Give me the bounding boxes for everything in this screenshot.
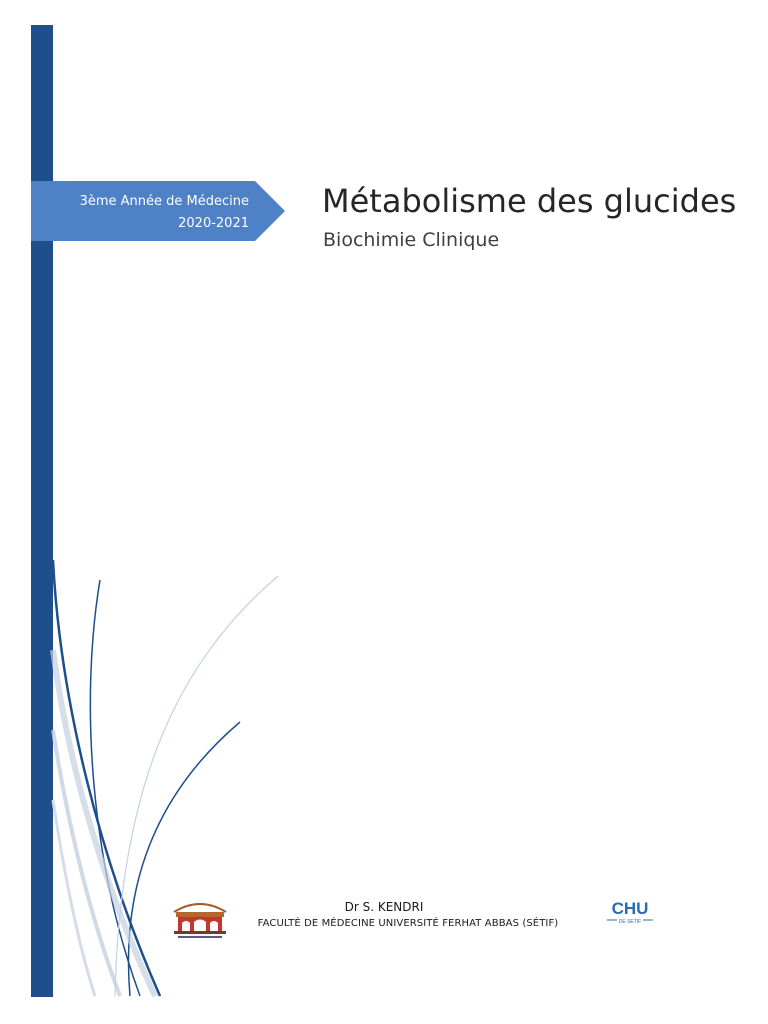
banner-year-range: 2020-2021 <box>178 216 249 231</box>
svg-text:CHU: CHU <box>611 899 649 918</box>
banner-academic-year-label: 3ème Année de Médecine <box>79 194 249 209</box>
document-title: Métabolisme des glucides <box>322 182 737 220</box>
faculty-name: FACULTÉ DE MÉDECINE UNIVERSITÉ FERHAT ABBAS (SÉTIF) <box>257 918 559 929</box>
banner-shape <box>31 181 285 241</box>
svg-text:DE SETIF: DE SETIF <box>618 919 642 925</box>
chu-logo-icon <box>603 898 657 926</box>
document-subtitle: Biochimie Clinique <box>323 229 500 251</box>
author-name: Dr S. KENDRI <box>344 900 424 914</box>
year-banner <box>31 181 285 241</box>
